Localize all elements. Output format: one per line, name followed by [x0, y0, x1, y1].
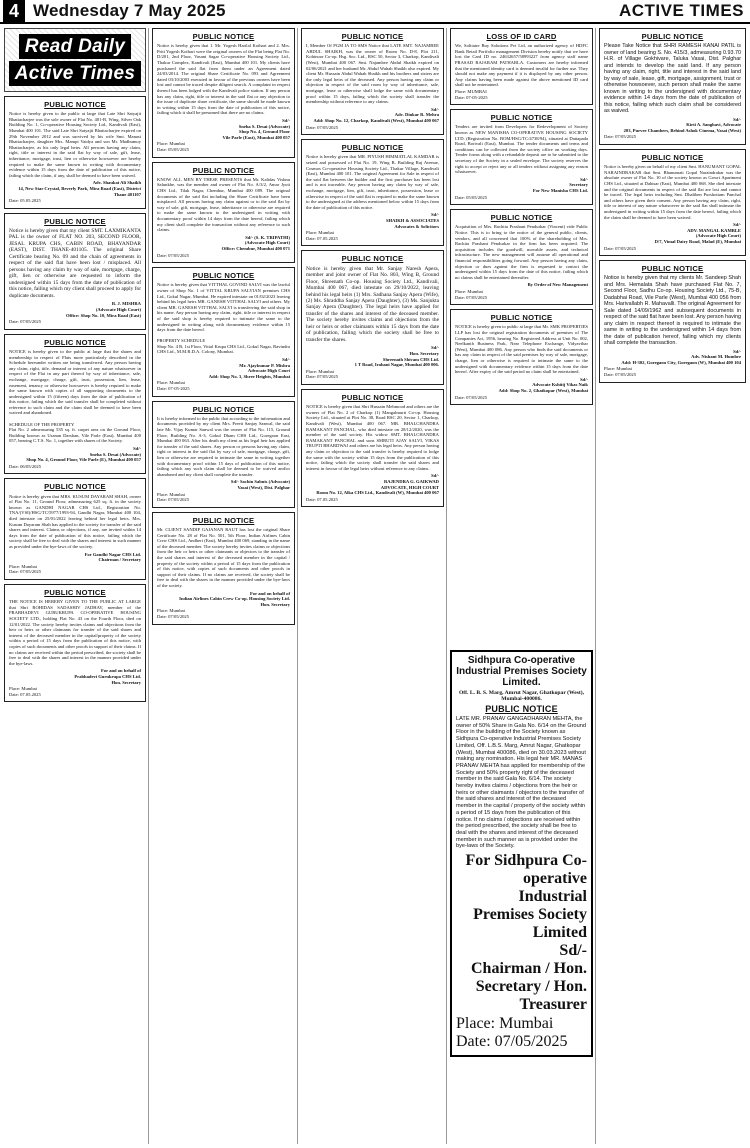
page-number: 4	[3, 0, 25, 22]
notice-body: NOTICE is hereby given to the public at large that the shares and membership in respect of Flats more particularly described in the Schedule hereunder written are being transferred. Any person having any claim, right, title, demand or interest of any nature whatsoever in respect of the Flat in any part thereof by way of inheritance, sale, exchange, mortgage, charge, gift, trust, possession, lien, lease, easement, tenancy or otherwise howsoever is hereby required to make the same known with copies of all supporting documents to the undersigned within 15 (fifteen) days from the date of publication of this notice, failing which the said transfer shall be completed without reference to such claim and the claim shall be deemed to have been waived and abandoned. SCHEDULE OF THE PROPERTY Flat No. 2 admeasuring 535 sq. ft. carpet area on the Ground Floor, Building known as Usanan Darshan, Vile Parle (East), Mumbai 400 057, bearing C.T.S. No. 1, together with shares of the Society.	[9, 348, 141, 444]
public-notice	[450, 309, 593, 405]
notice-body: Mr. CLIENT SANDIP GAJANAN RAUT has lost the original Share Certificate No. 28 of Flat No. 501, 5th Floor, Indian Airlines Cabin Crew CHS Ltd., Andheri (East), Mumbai 400 069, standing in the name of the deceased member. The society hereby invites claims or objections from the heir or heirs or other claimants or objectors to the transfer of the said shares and interest of the deceased member in the capital / property of the society within a period of 15 days from the publication of this notice, with copies of such documents and other proofs in support of their claims. If no claims are received, the society shall be free to deal with the shares in the manner provided under the bye-laws of the society.	[157, 527, 290, 588]
notice-place-date: Place: Mumbai Date: 05/05/2025	[157, 141, 190, 152]
notice-title: PUBLIC NOTICE	[490, 213, 553, 223]
column-divider	[446, 28, 447, 1144]
notice-signatory: Sd/- Kirti A. Sanghavi, Advocate 203, Purvee Chambers, Behind Ashok Cinema, Vasai (West)	[623, 116, 741, 133]
notice-signatory: Sd/- Adv. Nishant M. Humbre Add: H-302, Goregaon City, Goregaon (W), Mumbai 400 104	[621, 348, 741, 365]
public-notice	[4, 213, 146, 330]
notice-title: PUBLIC NOTICE	[192, 32, 255, 41]
notice-title: PUBLIC NOTICE	[485, 704, 558, 714]
public-notice	[450, 209, 593, 305]
notice-body: THE NOTICE IS HEREBY GIVEN TO THE PUBLIC AT LARGE that Shri ROHIDAS SADASHIV JADHAV, member of the PRABHADEVI GURUKRUPA CO-OPERATIVE HOUSING SOCIETY LTD., holding Flat No. 43 on the Fourth Floor, died on 12/01/2022. The society hereby invites claims and objections from the heir or heirs or other claimants for transfer of the said shares and interest of the deceased member in the capital/property of the society within a period of 15 days from the publication of this notice, with copies of such documents and other proofs in support of their claims. If no claims are received within the period prescribed, the society shall be free to deal with the shares and interest in the manner provided under the bye-laws.	[9, 599, 141, 666]
notice-title: PUBLIC NOTICE	[641, 32, 704, 41]
notice-signatory: Sd/- Secretary For New Manisha CHS Ltd.	[532, 176, 588, 193]
notice-body: It is hereby informed to the public that according to the information and documents provided by my client Mrs. Preeti Sanjay Sanwal, the said late Mr. Vijay Kumar Sanwal was the owner of Flat No. 115, Ground Floor, Building No. A-3, Gokul Dham CHS Ltd., Goregaon East, Mumbai 400 063. After his death my client as his legal heir has applied for transfer of the said shares. Any person or persons having any claim, right or interest in the said flat by way of sale, mortgage, charge, gift, lien or otherwise are required to intimate the same in writing together with documentary proof within 15 days of publication of this notice, failing which any such claim shall be deemed to be waived and/or abandoned and my client shall complete the transfer.	[157, 415, 290, 477]
notice-place-date: Place: Mumbai Date: 07/05/2025	[604, 366, 637, 378]
issue-date: Wednesday 7 May 2025	[33, 1, 226, 20]
public-notice	[301, 250, 444, 385]
public-notice	[599, 149, 746, 256]
notice-place-date: Date: 07.05.2025	[306, 496, 338, 502]
notice-title: PUBLIC NOTICE	[192, 165, 255, 175]
notice-place-date: Date: 07/05/2025	[157, 252, 190, 258]
column-divider	[595, 28, 596, 1144]
public-notice	[152, 267, 295, 397]
notice-place-date: Place: Mumbai Date: 07.05.2025	[9, 686, 41, 697]
notice-title: PUBLIC NOTICE	[192, 271, 255, 281]
notice-title: LOSS OF ID CARD	[486, 32, 557, 41]
notice-place-date: Date: 07/05/2025	[455, 394, 488, 400]
notice-body: I, Member Of PGM IA TO SMS Notice that LATE SMT. NAJAMBEE ABDUL SHAIKH, was the owner of Room No. D-8, Plot 211, Kohinoor Co-op. Hsg. Soc. Ltd., RSC 50, Sector 3, Charkop, Kandivali (West), Mumbai 400 067. Smt. Najambee Abdul Shaikh expired on 02/06/2021 and her husband Mr. Abdul Wahab Shaikh also expired. My client Mr. Hussain Abdul Wahab Shaikh and his brothers and sisters are the only legal heirs of the deceased. Any person having any claim or objection in respect of the said room by way of inheritance, sale, mortgage, lease or otherwise shall lodge the same with documentary proof within 15 days, failing which the society shall transfer the membership without reference to any claims.	[306, 43, 439, 105]
sidhpura-society-notice	[450, 650, 593, 1057]
notice-signatory: Sd/- Hon. Secretary Shreenath Shivam CHS Ltd. 1 T Road, Irahani Nagar, Mumbai 400 006.	[354, 345, 439, 368]
notice-place-date: Place: Mumbai Date: 07/05/2025	[157, 608, 190, 619]
notice-body: NOTICE is hereby given that Shri Hussain Mehmood and others are the owners of Flat No. 2 of Charkop (1) Mangalmurti Co-op. Housing Society Ltd., situated at Plot No. 38, Road RSC 20, Sector 1, Charkop, Kandivali (West), Mumbai 400 067. MR. BHALCHANDRA RAMAKANT PANCHAL, who died intestate on 28/12/2020, was the member of the said society. His widow SMT. BHALCHANDRA RAMAKANT PANCHAL and sons SMRUTI AJAY SALVI, VIKAS TRUPTI BHARDWAJ and others are his legal heirs. Any person having any claim or objection to the said transfer is hereby required to lodge the same with the society within 15 days from the publication of this notice, failing which the society shall transfer the said shares and interest in favour of the legal heirs without reference to any claims.	[306, 404, 439, 471]
notice-signatory: Sd/- Mr. Ajaykumar P. Mishra Advocate High Court Add: Shop No. 3, Shree Heights, Mumbai	[208, 357, 290, 379]
column-2	[152, 28, 295, 1144]
notice-signatory: Sd/- SHAIKH & ASSOCIATES Advocates & Solicitors	[385, 212, 439, 229]
column-divider	[148, 28, 149, 1144]
public-notice	[301, 389, 444, 507]
notice-signatory: Sd/- (S. K. TRIPATHI) (Advocate High Court) Office: Chembur, Mumbai 400 071	[221, 234, 290, 251]
notice-body: Notice is hereby given that my client SMT. LAXMIKANTA PAL is the owner of FLAT NO. 203, SECOND FLOOR, JESAL KRUPA CHS, CABIN ROAD, BHAYANDAR (EAST), DIST. THANE-401105. The original Share Certificate bearing No. 09 and the chain of agreements in respect of the said flat have been lost / misplaced. All persons having any claim by way of sale, mortgage, charge, gift, lien or otherwise are requested to inform the undersigned within 15 days from the date of publication of this notice, failing which my client shall proceed to apply for duplicate documents.	[9, 228, 141, 299]
public-notice	[4, 584, 146, 702]
notice-title: PUBLIC NOTICE	[44, 216, 106, 226]
notice-title: PUBLIC NOTICE	[192, 404, 255, 414]
banner-line-2: Active Times	[9, 61, 141, 86]
notice-title: PUBLIC NOTICE	[641, 152, 704, 162]
notice-title: PUBLIC NOTICE	[341, 32, 404, 41]
public-notice	[301, 28, 444, 135]
notice-title: PUBLIC NOTICE	[44, 337, 106, 347]
notice-title: PUBLIC NOTICE	[44, 100, 106, 109]
notice-signatory: For and on behalf of Indian Airlines Cabin Crew Co-op. Housing Society Ltd. Hon. Secretary	[179, 590, 290, 607]
notice-place-date: Date: 05.05.2025	[9, 198, 41, 204]
public-notice	[152, 28, 295, 158]
notice-body: Notice is hereby given that MR. PIYUSH HIMMATLAL KAMDAR is seized and possessed of Flat No. 19, Wing B, Building Raj Avenue, Cosmos Co-operative Housing Society Ltd., Thakur Village, Kandivali (East), Mumbai 400 101. The original Agreement for Sale in respect of the said flat between the builder and the first purchaser has been lost and is not traceable. Any person having any claim by way of sale, exchange, mortgage, lien, gift, trust, inheritance, possession, lease or otherwise in respect of the said flat is required to make the same known to the undersigned at the address mentioned below within 15 days from the date of publication of this notice.	[306, 154, 439, 210]
notice-signatory: Sd/- Sneha S. Desai (Advocate) Shop No. 4, Ground Floor, Vile Parle (E), Mumbai 400 057	[26, 446, 141, 463]
notice-body: Notice is hereby given that Mr. Sanjay Naresh Apera, member and joint owner of Flat No. 803, Wing B, Ground Floor, Shreenath Co-op. Housing Society Ltd., Kandivali, Mumbai 400 067, died intestate on 29/10/2022, leaving behind his legal heirs (1) Mrs. Sadhana Sanjay Apera (Wife), (2) Ms. Shraddha Sanjay Apera (Daughter), (3) Ms. Sanjukta Sanjay Apera (Daughter). The legal heirs have applied for transfer of the shares and interest of the deceased member. The society hereby invites claims and objections from the heir or heirs or other claimants within 15 days from the date of publication, failing which the society shall be free to transfer the shares.	[306, 265, 439, 343]
notice-body: NOTICE is hereby given to public at large that Mr. SMK PROPERTIES LLP has lost the original registration documents of premises of The Companies Act, 1956, bearing No. Registered Address at Unit No. 002, Neelkanth Business Park, Near Telephone Exchange, Vidyavihar (West), Mumbai 400 086. Any person who finds the said documents or has any claim in respect of the said premises by way of sale, mortgage, charge, lien or otherwise is required to intimate the same to the undersigned with documentary evidence within 15 days from the date hereof. After expiry of the said period no claim shall be entertained.	[455, 324, 588, 375]
notice-signatory: For Gandhi Nagar CHS Ltd. Chairman / Secretary	[84, 551, 141, 563]
notice-place-date: Place: Mumbai Date: 07/05/2025	[157, 491, 190, 503]
notice-place-date: Date: 06/05/2025	[9, 463, 42, 469]
notice-place-date: Place: Mumbai Date: 07-05-2025	[157, 380, 190, 392]
notice-signatory: Sd/- Sneha S. Desai (Advocate) Shop No. 4, Ground Floor Vile Parle (East), Mumbai 400 057	[222, 117, 290, 140]
read-daily-banner	[4, 28, 146, 92]
notice-signatory: Sd/- Sachin Sabnis (Advocate) Vasai (West), Dist. Palghar	[230, 479, 290, 490]
notice-place-date: Date: 07/05/2025	[306, 124, 339, 130]
notice-body: Tenders are invited from Developers for Redevelopment of Society known as NEW MANISHA CO-OPERATIVE HOUSING SOCIETY LTD. (Registration No. BOM/HSG/TC/4738/94), situated at Dattapada Road, Borivali (East), Mumbai. The tender documents and terms and conditions can be collected from the society office on working days. Tender forms along with a refundable deposit are to be submitted to the secretary of the Society in a sealed envelope. The society reserves the right to accept or reject any or all tenders without assigning any reason whatsoever.	[455, 124, 588, 175]
public-notice	[599, 28, 746, 145]
public-notice	[152, 401, 295, 508]
notice-body: Notice is hereby given that VITTHAL GOVIND SALVI was the lawful owner of Shop No. 1 of VITTAL KRUPA SALVIAN premises CHS Ltd., Gokul Nagar, Mumbai. He expired intestate on 01/02/2023 leaving behind his legal heirs MR. GANESH VITTHAL SALVI and others. My client MR. GANESH VITTHAL SALVI is transferring the said shop in his name. Any person having any claim, right, title or interest in respect of the said shop is hereby required to intimate the same to the undersigned in writing along with documentary evidence within 15 days from the date hereof. PROPERTY SCHEDULE Shop No. 4 B, 1st Floor, Vittal Krupa CHS Ltd., Gokul Nagar, Ravindra CHS Ltd., M.M.R.D.A. Colony, Mumbai.	[157, 282, 290, 355]
loss-of-id-card-notice	[450, 28, 593, 105]
column-3	[301, 28, 444, 1144]
notice-signatory: By Order of New Management	[527, 282, 588, 288]
notice-signatory: For Sidhpura Co-operative Industrial Premises Society Limited Sd/- Chairman / Hon. Secretary / Hon. Treasurer	[465, 852, 587, 1014]
notice-title: PUBLIC NOTICE	[44, 482, 106, 492]
notice-place-date: Date: 07/05/2025	[604, 245, 637, 251]
notice-body: Please Take Notice that SHRI RAMESH KANAI PATIL is owner of land bearing S. No. 415/3, admeasuring 0.93.70 H.R. of Village Gokhivare, Taluka Vasai, Dist. Palghar and intends to develop the said land. If any person having any claim, right, title and interest in the said land by way of sale, lease, gift, mortgage, assignment, trust or otherwise howsoever, such person shall make the same known in writing to the undersigned with documentary evidence within 14 days from the date of publication of this notice, failing which such claim shall be considered as waived.	[604, 43, 741, 115]
newspaper-name: ACTIVE TIMES	[618, 1, 744, 20]
notice-place-date: Place: Mumbai Date: 07/05/2025	[9, 563, 42, 575]
banner-line-1: Read Daily	[19, 34, 131, 59]
notice-title: PUBLIC NOTICE	[44, 587, 106, 597]
notice-body: Notice is hereby given on behalf of my client Smt. HANUMANT GOPAL NARAINDRAKAR that Smt. Bhanumati Gopal Naraindrakar was the absolute owner of Flat No. 10 of the society known as Gowri Apartment CHS Ltd., situated at Dahisar (East), Mumbai 400 068. She died intestate and the original documents in respect of the said flat are lost and cannot be traced. The legal heirs including Smt. Dhaliben Purshottam Panchal and others have given their consent. Any person having any claim, right, title or interest of any nature whatsoever in the said flat shall intimate the undersigned in writing within 15 days from the date hereof, failing which the claim shall be deemed to have been waived.	[604, 164, 741, 220]
notice-place-date: Date: 07/05/2025	[604, 134, 637, 140]
public-notice	[4, 334, 146, 475]
column-divider	[297, 28, 298, 1144]
notice-place-date: Date: 07/05/2025	[9, 319, 42, 325]
notice-body: KNOW ALL MEN BY THESE PRESENTS that Mr. Kalidas Vishnu Salunkhe, was the member and owner of Flat No. A/3/2, Amar Jyoti CHS Ltd., Tilak Nagar, Chembur, Mumbai 400 089. The original documents of the said flat including the Share Certificate have been misplaced. All persons having any claim against or to the said flat by way of sale, gift, mortgage, lease, inheritance or otherwise are required to make the same known to the undersigned in writing with documentary proof within 14 days from the date hereof, failing which my client shall complete the transaction without any reference to such claims.	[157, 176, 290, 233]
notice-body: Notice is hereby given that MRS. KUSUM DAYARAM SHAH, owner of Flat No. 11, Ground Floor, admeasuring 625 sq. ft. in the society known as GANDHI NAGAR CHS Ltd., Registration No. TNA/(VSI)/HSG/TC/5977/1993-94, Gandhi Nagar, Mumbai 400 104, died intestate on 25/01/2022 leaving behind her legal heirs. Mrs. Kusum Dayaram Shah has applied to the society for transfer of the said shares and interest. Claims or objections, if any, are invited within 14 days from the date of publication of this notice, failing which the society shall be free to deal with the shares and interest in such manner as provided under the bye-laws of the society.	[9, 493, 141, 550]
public-notice	[450, 109, 593, 205]
notice-place-date: Place: Mumbai Date: 07/05/2025	[455, 288, 488, 300]
column-5	[599, 28, 746, 1144]
notice-signatory: Sd/- RAJENDRA G. GAIKWAD ADVOCATE, HIGH COURT Room No. 12, Alka CHS Ltd., Kandivali (W), Mumbai 400 067	[316, 473, 439, 496]
notice-signatory: Sd/- Advocate Kshitij Vikas Naik Add: Shop No. 2, Ghatkopar (West), Mumbai	[498, 376, 588, 393]
notice-signatory: R. J. MISHRA (Advocate High Court) Office: Shop No. 10, Mira Road (East)	[65, 301, 141, 318]
notice-title: PUBLIC NOTICE	[192, 515, 255, 525]
public-notice	[4, 96, 146, 209]
public-notice	[152, 162, 295, 264]
notice-title: PUBLIC NOTICE	[341, 392, 404, 402]
public-notice	[301, 139, 444, 246]
notice-signatory: Sd/- ADV. MANGAL KAMBLE (Advocate High Court) D/7, Vimal Dairy Road, Malad (E), Mumbai	[654, 222, 741, 244]
notice-body: Acquisition of Mrs. Rachita Prashant Pendurkar (Vincent) vide Public Notice. This is to bring to the notice of the general public, clients, vendors, and all concerned that 100% of the shareholding of Mrs. Rachita Prashant Pendurkar in the firm has been acquired. The acquisition includes the goodwill, movable assets, and technical infrastructure. The new management will assume all operational and financial responsibilities going forward. Any person having any claim, objection or dues against the firm is requested to contact the undersigned within 15 days from the date of this notice, failing which no claims shall be entertained thereafter.	[455, 224, 588, 280]
notice-signatory: Sd/- Adv. Dinkar R. Mehra Add: Shop No. 12, Charkop, Kandivali (West), Mumbai 400 067	[313, 106, 439, 123]
notice-body: LATE MR. PRANAV GANGADHARAN MEHTA, the owner of 50% Share in Gala No. 6/14 on the Ground Floor in the building of the Society known as Sidhpura Co-operative Industrial Premises Society Limited, Off. L.B.S. Marg, Amrut Nagar, Ghatkopar (West), Mumbai 400086, died on 30.03.2023 without making any nomination. His legal heir MR. MANAS PRANAV MEHTA has applied for membership of the Society and 50% property right of the deceased member in the said Gala No. 6/14. The society hereby invites claims / objections from the heir or heirs or other claimants / objectors to the transfer of the said shares and interest of the deceased member in the capital / property of the society within a period of 15 days from the publication of this notice. If no claims / objections are received within the period prescribed, the society shall be free to deal with the shares and interest of the deceased member in such manner as is provided under the bye-laws of the Society.	[456, 716, 586, 850]
notice-place-date: Place: Mumbai Date: 07/05/2025	[306, 368, 339, 380]
notice-place-date: Place: MUMBAI Date: 07-05-2025	[455, 89, 488, 100]
notice-body: Notice is hereby given that 1. Mr. Yogesh Harilal Kothari and 2. Mrs. Priti Yogesh Kothari were the original owners of the Flat being Flat No. D/201, 2nd Floor, Vasant Sagar Co-operative Housing Society Ltd., Thakur Complex, Kandivali (East), Mumbai 400 101. My clients have purchased the said flat from them under an Agreement dated 24/03/2014. The original Share Certificate No. 093 and Agreement dated 03/10/2003 executed in favour of the previous owners have been lost and cannot be traced despite diligent search. A complaint in respect thereof has been lodged with the Kandivali police station. If any person has any claim, right, title or interest in the said flat or any objection to the issue of duplicate share certificate, the same should be made known in writing within 15 days from the date of publication of this notice, failing which it shall be presumed that there are no claims.	[157, 43, 290, 116]
column-1	[4, 28, 146, 1144]
notice-signatory: Adv. Shaukat Ali Shaikh 14, New Star Crystal, Beverly Park, Mira Road (East), District Thane 401107	[18, 180, 141, 197]
notice-title: PUBLIC NOTICE	[341, 254, 404, 264]
public-notice	[152, 512, 295, 625]
notice-title: PUBLIC NOTICE	[490, 313, 553, 323]
notice-signatory: For and on behalf of Prabhadevi Gurukrupa CHS Ltd. Hon. Secretary	[74, 668, 141, 685]
notice-body: Notice is hereby given to the public at large that Late Shri Satyajit Bhattacharjee was the sole owner of Flat No. 401-B, Wing, Silver Oak Building No. 1, Co-operative Housing Society Ltd., Kandivali (East), Mumbai 400 101. The said Late Shri Satyajit Bhattacharjee expired on 29th November 2012 and was survived by his wife Smt. Manasi Bhattacharjee, daughter Mrs. Mampi Vaidya and son Mr. Madhumoy Bhattacharjee, as his only legal heirs. All persons having any claim, right, title or interest in the said flat by way of sale, gift, lease, inheritance, mortgage, trust, lien or otherwise howsoever are hereby required to make the same known in writing with documentary evidence within 15 days from the date of publication of this notice, failing which the claim, if any, shall be deemed to have been waived.	[9, 111, 141, 178]
society-address: Off. L. B. S. Marg, Amrut Nagar, Ghatkopar (West), Mumbai-400086.	[458, 690, 585, 702]
notice-place-date: Place: Mumbai Date: 07/05/2025	[456, 1015, 568, 1051]
public-notice	[4, 478, 146, 580]
notice-place-date: Date: 05/05/2025	[455, 194, 488, 200]
notice-title: PUBLIC NOTICE	[490, 113, 553, 123]
notice-title: PUBLIC NOTICE	[341, 143, 404, 153]
notice-body: We, Solitaire Buy Solutions Pvt Ltd, an authorized agency of HDFC Bank Retail Portfolio management Division hereby notify that we have lost the Card ID no. 24632657/58993227 from agency staff name PRASAD RAJARAM PATHARLA. Customers are hereby informed that the mentioned identity card is deemed invalid for further use. They should not make any payment if it is displayed by any other person. Any claims having been made against the above mentioned ID card shall not be entertained.	[455, 43, 588, 88]
public-notice	[599, 260, 746, 383]
society-name: Sidhpura Co-operative Industrial Premises Society Limited.	[456, 655, 587, 688]
masthead	[0, 0, 750, 24]
notice-title: PUBLIC NOTICE	[641, 264, 704, 274]
notice-body: Notice is hereby given that my clients Mr. Sandeep Shah and Mrs. Hemalata Shah have purchased Flat No. 7, Second Floor, Sadhu Co-op. Housing Society Ltd., 75-B, Dadabhai Road, Vile Parle (West), Mumbai 400 056 from Mrs. Harivallabh R. Mahavalli. The original Agreement for Sale dated 14/09/1962 and subsequent documents in respect of the said flat have been lost. Any person having any claim in respect thereof is required to intimate the same in writing to the undersigned within 14 days from the date of publication hereof, failing which my clients shall complete the transaction.	[604, 275, 741, 347]
notice-place-date: Place: Mumbai Date: 07.05.2025	[306, 230, 338, 241]
